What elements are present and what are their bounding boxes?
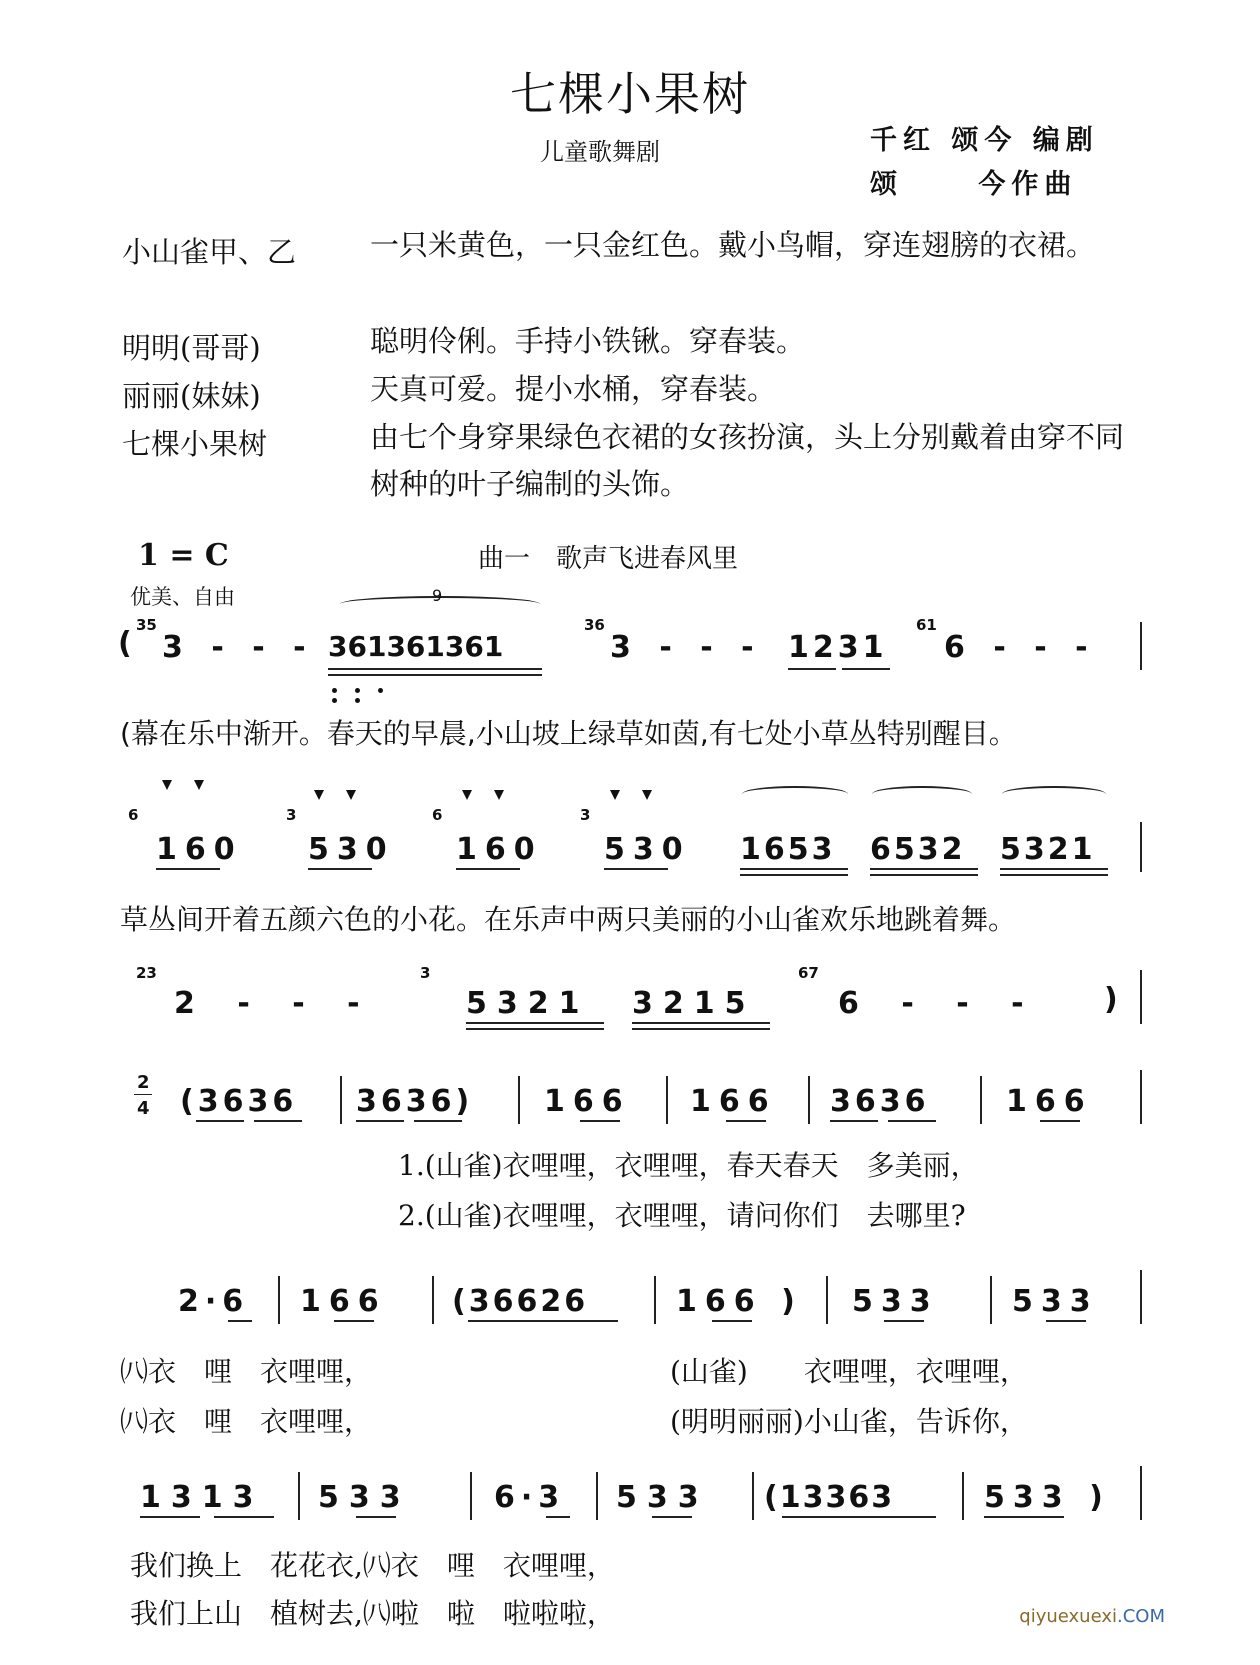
measure: 166	[1006, 1084, 1093, 1119]
beam	[546, 1516, 570, 1518]
grace-note: 61	[916, 616, 937, 634]
beam	[466, 1028, 604, 1030]
beam	[712, 1320, 752, 1322]
grace-note: 36	[584, 616, 605, 634]
lyric-line: ㈧衣 哩 衣哩哩，	[120, 1405, 373, 1438]
time-sig-top: 2	[137, 1072, 150, 1093]
barline	[1140, 822, 1142, 872]
beam	[726, 1120, 766, 1122]
beam	[1046, 1320, 1086, 1322]
beam	[356, 1516, 396, 1518]
beam	[604, 868, 668, 870]
tempo-marking: 优美、自由	[130, 585, 235, 609]
stage-direction: (幕在乐中渐开。春天的早晨,小山坡上绿草如茵,有七处小草丛特别醒目。	[120, 717, 1017, 750]
cast-desc: 天真可爱。提小水桶，穿春装。	[370, 372, 777, 406]
barline	[980, 1076, 982, 1124]
measure: 533	[1012, 1284, 1099, 1319]
open-paren: (	[118, 626, 134, 661]
measure: 6 - - -	[838, 986, 1026, 1021]
barline	[1140, 1070, 1142, 1124]
beam	[156, 868, 220, 870]
beam	[740, 874, 848, 876]
beam	[466, 1022, 604, 1024]
section-title: 曲一 歌声飞进春风里	[478, 544, 739, 574]
octave-dot	[355, 698, 360, 703]
beam	[740, 868, 848, 870]
grace-note: 35	[136, 616, 157, 634]
beam	[888, 1120, 936, 1122]
octave-dot	[355, 688, 360, 693]
barline	[962, 1472, 964, 1520]
measure: 6 - - -	[944, 630, 1090, 665]
measure: 3215	[632, 986, 756, 1021]
beam	[842, 668, 890, 670]
staccato-mark	[494, 790, 504, 800]
grace-note: 3	[420, 964, 431, 982]
octave-dot	[332, 688, 337, 693]
staccato-mark	[462, 790, 472, 800]
lyric-line: 2.(山雀)衣哩哩，衣哩哩，请问你们 去哪里?	[398, 1199, 966, 1232]
barline	[470, 1472, 472, 1520]
measure: 5321	[466, 986, 590, 1021]
beam	[1000, 868, 1108, 870]
lyric-line: ㈧衣 哩 衣哩哩，	[120, 1355, 373, 1388]
beam	[782, 1516, 936, 1518]
beam	[214, 1516, 274, 1518]
beam	[334, 1320, 374, 1322]
measure: 160	[156, 832, 243, 867]
beam	[328, 674, 542, 676]
measure: (36626	[452, 1284, 589, 1319]
measure: 2 - - -	[174, 986, 362, 1021]
beam	[1040, 1120, 1080, 1122]
measure: 361361361	[328, 630, 504, 663]
slur	[1002, 786, 1106, 802]
measure: 1313	[140, 1480, 264, 1515]
barline	[1140, 1466, 1142, 1520]
lyric-line: (明明丽丽)小山雀，告诉你，	[670, 1405, 1028, 1438]
beam	[228, 1320, 252, 1322]
octave-dot	[378, 688, 383, 693]
measure: 1653	[740, 832, 836, 867]
beam	[356, 1120, 404, 1122]
measure: 3636	[830, 1084, 930, 1119]
close-paren: )	[1104, 982, 1120, 1017]
cast-desc: 由七个身穿果绿色衣裙的女孩扮演，头上分别戴着由穿不同树种的叶子编制的头饰。	[370, 420, 1125, 501]
beam	[884, 1320, 924, 1322]
stage-direction: 草丛间开着五颜六色的小花。在乐声中两只美丽的小山雀欢乐地跳着舞。	[120, 903, 1017, 936]
barline	[1140, 1270, 1142, 1324]
beam	[984, 1516, 1064, 1518]
measure: 533	[318, 1480, 411, 1515]
tuplet-number: 9	[432, 586, 443, 605]
beam	[580, 1120, 620, 1122]
beam	[196, 1120, 244, 1122]
grace-note: 3	[286, 806, 297, 824]
subtitle: 儿童歌舞剧	[540, 138, 660, 166]
barline	[990, 1276, 992, 1324]
measure: (13363	[764, 1480, 895, 1515]
measure: 160	[456, 832, 543, 867]
measure: (3636	[180, 1084, 298, 1119]
measure: 5321	[1000, 832, 1096, 867]
cast-desc: 一只米黄色，一只金红色。戴小鸟帽，穿连翅膀的衣裙。	[370, 228, 1096, 262]
octave-dot	[332, 698, 337, 703]
cast-name: 小山雀甲、乙	[122, 235, 297, 269]
beam	[632, 1028, 770, 1030]
cast-name: 丽丽(妹妹)	[122, 379, 261, 413]
barline	[432, 1276, 434, 1324]
barline	[278, 1276, 280, 1324]
barline	[808, 1076, 810, 1124]
page-title: 七棵小果树	[510, 67, 750, 121]
credit-composer: 颂 今作曲	[870, 169, 1078, 200]
time-sig-bottom: 4	[137, 1098, 150, 1119]
cast-desc: 聪明伶俐。手持小铁锹。穿春装。	[370, 324, 806, 358]
barline	[298, 1472, 300, 1520]
staccato-mark	[610, 790, 620, 800]
beam	[254, 1120, 302, 1122]
barline	[596, 1472, 598, 1520]
barline	[1140, 970, 1142, 1024]
barline	[1140, 622, 1142, 670]
barline	[666, 1076, 668, 1124]
barline	[518, 1076, 520, 1124]
beam	[328, 668, 542, 670]
cast-name: 明明(哥哥)	[122, 331, 261, 365]
beam	[870, 874, 978, 876]
watermark	[1019, 1606, 1165, 1627]
beam	[456, 868, 520, 870]
grace-note: 6	[128, 806, 139, 824]
beam	[468, 1320, 618, 1322]
measure: 533 )	[984, 1480, 1111, 1515]
grace-note: 23	[136, 964, 157, 982]
staccato-mark	[194, 780, 204, 790]
measure: 533	[616, 1480, 709, 1515]
measure: 1231	[788, 630, 888, 665]
staccato-mark	[314, 790, 324, 800]
measure: 3 - - -	[162, 630, 308, 665]
beam	[632, 1022, 770, 1024]
measure: 166	[690, 1084, 777, 1119]
measure: 3636)	[356, 1084, 474, 1119]
grace-note: 6	[432, 806, 443, 824]
lyric-line: 我们上山 植树去,㈧啦 啦 啦啦啦，	[130, 1597, 615, 1630]
beam	[870, 868, 978, 870]
measure: 2·6	[178, 1284, 250, 1319]
beam	[414, 1120, 462, 1122]
measure: 166	[544, 1084, 631, 1119]
lyric-line: (山雀) 衣哩哩，衣哩哩，	[670, 1355, 1028, 1388]
lyric-line: 1.(山雀)衣哩哩，衣哩哩，春天春天 多美丽，	[398, 1149, 979, 1182]
beam	[1000, 874, 1108, 876]
watermark-text: qiyuexuexi	[1019, 1606, 1117, 1627]
beam	[652, 1516, 692, 1518]
measure: 533	[852, 1284, 939, 1319]
measure: 6532	[870, 832, 966, 867]
barline	[752, 1472, 754, 1520]
watermark-suffix: .COM	[1117, 1606, 1165, 1627]
barline	[826, 1276, 828, 1324]
grace-note: 3	[580, 806, 591, 824]
staccato-mark	[346, 790, 356, 800]
lyric-line: 我们换上 花花衣,㈧衣 哩 衣哩哩，	[130, 1549, 615, 1582]
staccato-mark	[162, 780, 172, 790]
measure: 166 )	[676, 1284, 803, 1319]
key-signature: 1 = C	[138, 538, 229, 573]
grace-note: 67	[798, 964, 819, 982]
barline	[654, 1276, 656, 1324]
measure: 166	[300, 1284, 387, 1319]
barline	[340, 1076, 342, 1124]
beam	[788, 668, 836, 670]
cast-name: 七棵小果树	[122, 427, 268, 461]
beam	[830, 1120, 878, 1122]
credit-writers: 千红 颂今 编剧	[870, 125, 1099, 156]
beam	[308, 868, 372, 870]
measure: 6·3	[494, 1480, 566, 1515]
slur	[872, 786, 972, 802]
staccato-mark	[642, 790, 652, 800]
measure: 530	[308, 832, 395, 867]
measure: 3 - - -	[610, 630, 756, 665]
time-sig-divider	[134, 1094, 152, 1095]
slur	[742, 786, 848, 802]
beam	[140, 1516, 200, 1518]
measure: 530	[604, 832, 691, 867]
